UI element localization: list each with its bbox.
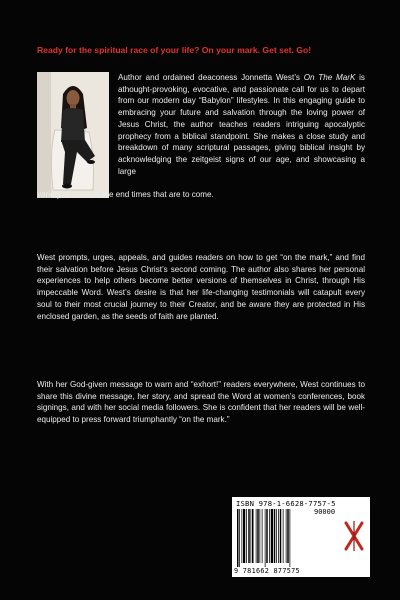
publisher-logo bbox=[342, 519, 366, 553]
blurb-paragraph-1-tail: variety of clues to the end times that are to come. bbox=[37, 190, 214, 199]
author-photo bbox=[37, 72, 109, 198]
isbn-number: ISBN 978-1-6628-7757-5 bbox=[236, 499, 336, 508]
barcode-box bbox=[232, 497, 370, 577]
blurb-p1-body: is athought-provoking, evocative, and passionate call for us to depart from our modern day “Babylon” lifestyles. In this engaging guide to embracing your future and salvation through the loving power of Jesus Christ, the author teaches readers intriguing apocalyptic prophecy from a biblical standpoint. She makes a close study and breakdown of many scriptural passages, giving biblical insight by acknowledging the zeitgeist signs of our age, and showcasing a large bbox=[118, 73, 365, 176]
ean-barcode bbox=[236, 509, 314, 567]
ean-digits: 9 781662 877575 bbox=[234, 567, 300, 575]
tagline: Ready for the spiritual race of your life? On your mark. Get set. Go! bbox=[37, 45, 312, 55]
blurb-paragraph-1 bbox=[118, 72, 365, 177]
blurb-paragraph-3: With her God-given message to warn and “exhort!” readers everywhere, West continues to share this divine message, her story, and spread the Word at women’s conferences, book signings, and with her social media followers. She is confident that her readers will be well-equipped to press forward triumphantly “on the mark.” bbox=[37, 380, 365, 425]
price-code: 90000 bbox=[314, 508, 336, 516]
book-title: On The MarK bbox=[303, 73, 356, 82]
blurb-paragraph-2: West prompts, urges, appeals, and guides readers on how to get “on the mark,” and find their salvation before Jesus Christ’s second coming. The author also shares her personal experiences to help others become better versions of themselves in Christ, through His impeccable Word. West’s desire is that her life-changing testimonials will catapult every soul to their most crucial journey to their Creator, and be aware they are protected in His enclosed garden, as the seeds of faith are planted. bbox=[37, 253, 365, 321]
blurb-p1-intro: Author and ordained deaconess Jonnetta West’s bbox=[118, 73, 304, 82]
